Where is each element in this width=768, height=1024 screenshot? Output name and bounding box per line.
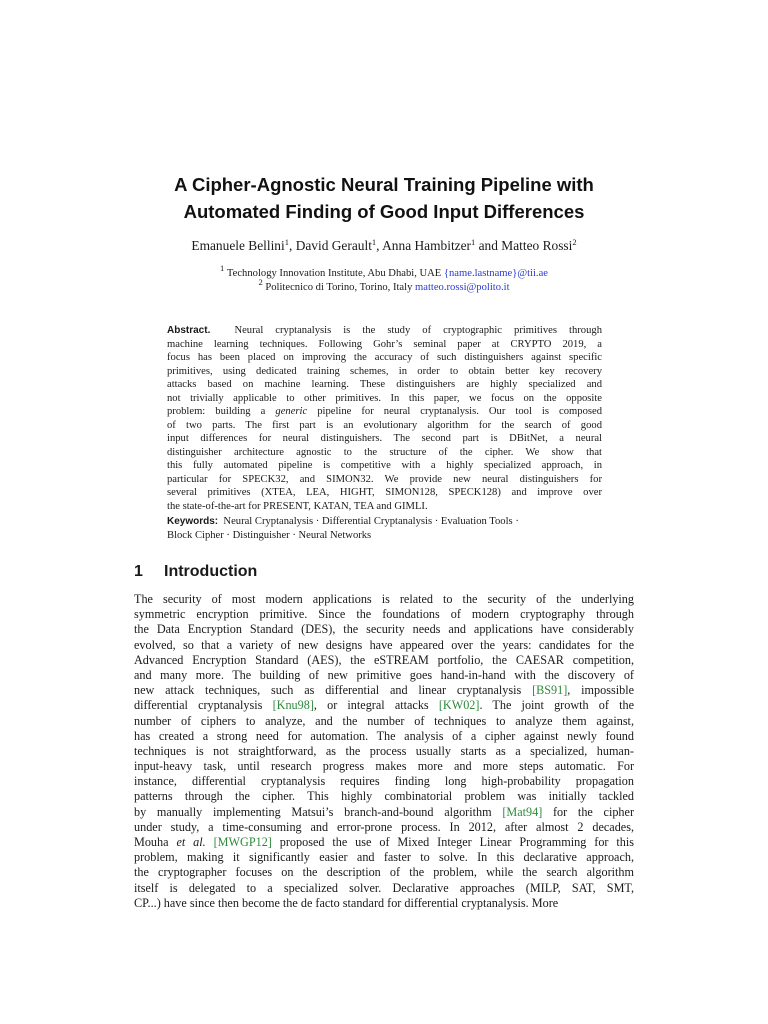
keywords [167,515,602,542]
paragraph-line: The security of most modern applications is related to the security of the underlying [134,592,634,606]
email-link[interactable]: {name.lastname}@tii.ae [443,268,548,279]
abstract-line: of two parts. The first part is an evolutionary algorithm for the search of good [167,419,602,431]
paragraph-line: evolved, so that a variety of new designs have appeared over the years: candidates for the [134,637,634,652]
paragraph-line: symmetric encryption primitive. Since the foundations of modern cryptography through [134,607,634,622]
paragraph-line: differential cryptanalysis [Knu98], or integral attacks [KW02]. The joint growth of the [134,698,634,713]
abstract-line: primitives, using dedicated training schemes, in order to obtain better key recovery [167,365,602,377]
title-line: A Cipher-Agnostic Neural Training Pipeline with [174,174,594,195]
paragraph-line: by manually implementing Matsui’s branch-and-bound algorithm [Mat94] for the cipher [134,804,634,819]
abstract-line: particular for SPECK32, and SIMON32. We provide new neural distinguishers for [167,473,602,485]
author-name: David Gerault [295,238,372,253]
abstract-line: machine learning techniques. Following Gohr’s seminal paper at CRYPTO 2019, a [167,338,602,350]
abstract-line: problem: building a generic pipeline for neural cryptanalysis. Our tool is composed [167,406,603,417]
author-name: Anna Hambitzer [382,238,472,253]
author-affiliation-mark: 1 [471,237,476,247]
author-affiliation-mark: 1 [371,237,377,247]
section-body [134,592,634,911]
paragraph-line: problem, making it significantly easier and faster to solve. In this declarative approach, [134,850,634,865]
paragraph-line: Mouha et al. [MWGP12] proposed the use of Mixed Integer Linear Programming for this [134,835,634,849]
keywords-line: Block Cipher · Distinguisher · Neural Networks [167,529,372,541]
abstract-line: focus has been placed on improving the accuracy of such distinguishers against specific [167,352,602,363]
paragraph-line: has created a strong need for automation. The analysis of a cipher against newly found [134,728,634,743]
author-list: Emanuele Bellini$^1$, David Gerault$^1$, Anna Hambitzer$^1$ and Matteo Rossi$^2$ [191,237,577,253]
affiliations [100,263,668,295]
abstract-line: Abstract. Neural cryptanalysis is the study of cryptographic primitives through [167,325,602,336]
paragraph-line: CP...) have since then become the de facto standard for differential cryptanalysis. More [134,895,559,910]
abstract-line: not trivially applicable to other primitives. In this paper, we focus on the opposite [167,392,602,404]
abstract [167,324,602,513]
author-name: Matteo Rossi [501,238,573,253]
paragraph-line: instance, differential cryptanalysis requires finding long high-probability propagation [134,774,634,789]
affiliation-1: $^1$ Technology Innovation Institute, Abu Dhabi, UAE {name.lastname}@tii.ae [220,263,548,279]
citation-link[interactable]: [Mat94] [502,804,543,819]
abstract-line: distinguisher architecture agnostic to the structure of the cipher. We show that [167,446,602,458]
paragraph-line: patterns through the cipher. This highly combinatorial problem was initially tackled [134,789,634,804]
abstract-line: this fully automated pipeline is competitive with a highly specialized approach, in [167,460,602,471]
abstract-line: several primitives (XTEA, LEA, HIGHT, SIMON128, SPECK128) and improve over [167,487,602,498]
section-heading [134,562,257,582]
title-line: Automated Finding of Good Input Differences [183,201,585,222]
author-affiliation-mark: 2 [572,237,577,247]
paragraph-line: Advanced Encryption Standard (AES), the eSTREAM portfolio, the CAESAR competition, [134,652,634,667]
citation-link[interactable]: [MWGP12] [213,835,272,849]
emphasis: generic [275,406,308,417]
paper-title [100,171,668,225]
citation-link[interactable]: [Knu98] [272,698,314,713]
author-name: Emanuele Bellini [191,238,285,253]
author-affiliation-mark: 1 [284,237,289,247]
citation-link[interactable]: [KW02] [438,698,480,713]
abstract-label: Abstract. [167,325,211,336]
abstract-line: attacks based on machine learning. These distinguishers are highly specialized and [167,379,602,390]
paragraph-line: and many more. The building of new primitive goes hand-in-hand with the discovery of [134,667,634,682]
paragraph-line: techniques is not straightforward, as the process usually starts as a specialized, human- [134,743,634,758]
keywords-line: Keywords: Neural Cryptanalysis · Differential Cryptanalysis · Evaluation Tools · [167,516,519,527]
paragraph-line: number of ciphers to analyze, and the number of techniques to analyze them against, [134,713,634,728]
abstract-line: input differences for neural distinguishers. The second part is DBitNet, a neural [167,433,602,444]
emphasis: et al. [176,835,206,849]
abstract-line: the state-of-the-art for PRESENT, KATAN, TEA and GIMLI. [167,500,428,512]
paragraph-line: new attack techniques, such as differential and linear cryptanalysis [BS91], impossible [134,683,634,698]
email-link[interactable]: matteo.rossi@polito.it [415,282,510,293]
paragraph-line: the cryptographer focuses on the description of the problem, while the search algorithm [134,865,634,880]
keywords-label: Keywords: [167,516,219,527]
section-number: 1 [134,563,143,580]
paragraph-line: itself is delegated to a specialized solver. Declarative approaches (MILP, SAT, SMT, [134,880,634,895]
paragraph-line: input-heavy task, until research progress makes more and more steps automatic. For [134,759,634,774]
section-title: Introduction [164,563,258,580]
paragraph-line: under study, a time-consuming and error-prone process. In 2012, after almost 2 decades, [134,819,634,834]
affiliation-2: $^2$ Politecnico di Torino, Torino, Italy matteo.rossi@polito.it [258,277,510,293]
citation-link[interactable]: [BS91] [532,683,568,698]
paragraph-line: the Data Encryption Standard (DES), the security needs and applications have considerably [134,622,634,637]
